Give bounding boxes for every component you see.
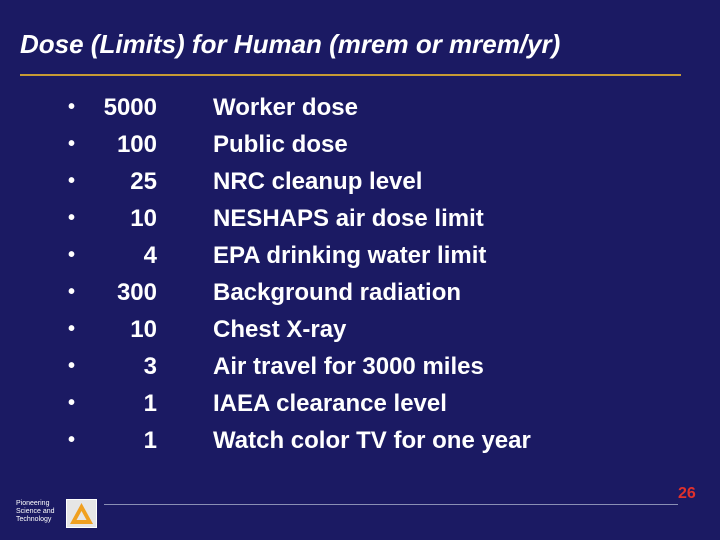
list-item — [0, 311, 640, 348]
bullet-icon: • — [68, 244, 76, 266]
dose-value: 25 — [130, 168, 157, 195]
dose-description: NRC cleanup level — [213, 168, 423, 195]
dose-value: 10 — [130, 205, 157, 232]
tagline-line: Pioneering — [16, 500, 50, 507]
dose-description: EPA drinking water limit — [213, 242, 487, 269]
bullet-icon: • — [68, 133, 76, 155]
dose-value: 5000 — [103, 94, 157, 121]
bullet-icon: • — [68, 170, 76, 192]
dose-value: 100 — [116, 131, 157, 158]
bullet-icon: • — [68, 281, 76, 303]
dose-value: 1 — [143, 390, 157, 417]
list-item — [0, 163, 640, 200]
dose-description: Air travel for 3000 miles — [213, 353, 484, 380]
tagline-line: Technology — [16, 516, 52, 523]
list-item — [0, 348, 640, 385]
list-item — [0, 422, 640, 459]
dose-description: IAEA clearance level — [213, 390, 447, 417]
bullet-icon: • — [68, 429, 76, 451]
dose-value: 10 — [130, 316, 157, 343]
slide-title: Dose (Limits) for Human (mrem or mrem/yr) — [20, 29, 561, 59]
dose-value: 300 — [116, 279, 157, 306]
dose-description: Worker dose — [213, 94, 358, 121]
dose-value: 4 — [143, 242, 157, 269]
bullet-icon: • — [68, 318, 76, 340]
dose-description: NESHAPS air dose limit — [213, 205, 484, 232]
list-item — [0, 200, 640, 237]
page-number: 26 — [678, 485, 696, 502]
dose-description: Background radiation — [213, 279, 462, 306]
title-divider — [20, 74, 681, 76]
footer-tagline — [16, 500, 55, 524]
dose-description: Public dose — [213, 131, 348, 158]
dose-description: Chest X-ray — [213, 316, 347, 343]
argonne-logo-icon — [66, 499, 97, 528]
list-item — [0, 274, 640, 311]
bullet-icon: • — [68, 392, 76, 414]
footer-divider — [104, 504, 678, 505]
dose-list — [0, 89, 640, 459]
bullet-icon: • — [68, 207, 76, 229]
list-item — [0, 126, 640, 163]
list-item — [0, 385, 640, 422]
bullet-icon: • — [68, 96, 76, 118]
bullet-icon: • — [68, 355, 76, 377]
dose-description: Watch color TV for one year — [213, 427, 531, 454]
dose-value: 3 — [143, 353, 157, 380]
list-item — [0, 237, 640, 274]
list-item — [0, 89, 640, 126]
dose-value: 1 — [143, 427, 157, 454]
tagline-line: Science and — [16, 508, 55, 515]
